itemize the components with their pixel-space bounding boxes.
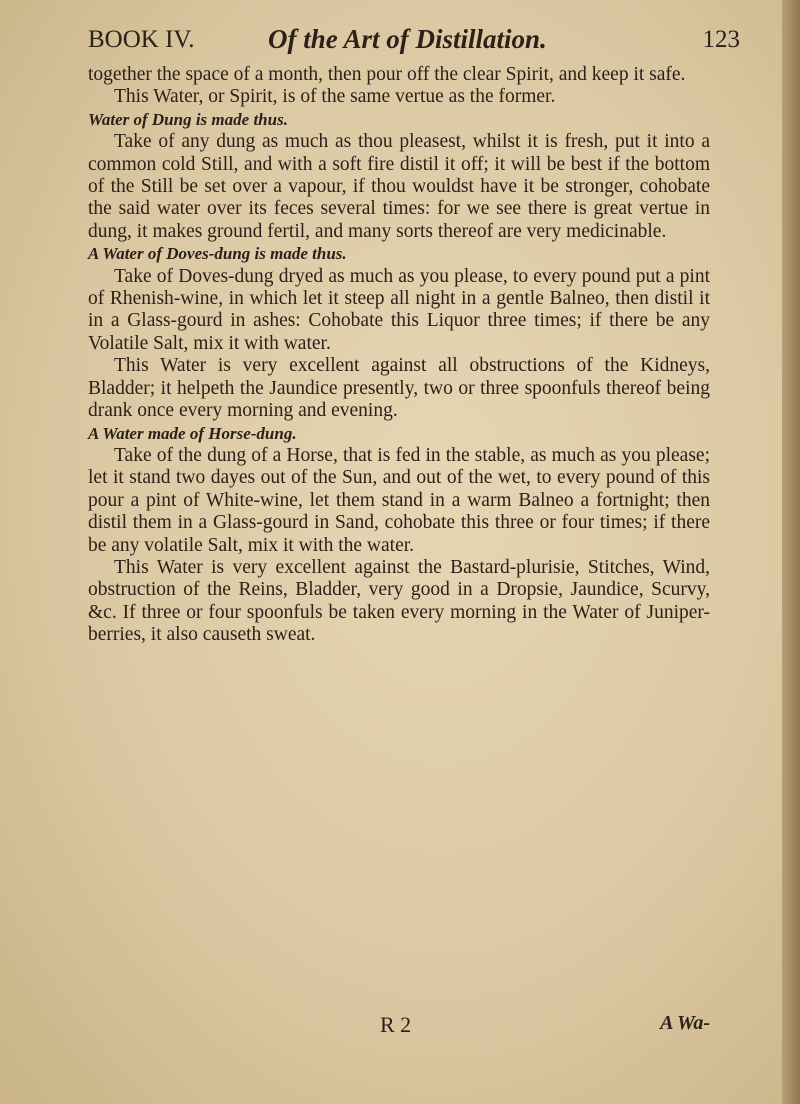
page-number: 123: [702, 26, 740, 53]
signature-mark: R 2: [380, 1012, 412, 1037]
page-body: [88, 64, 710, 647]
heading-water-of-dung: Water of Dung is made thus.: [88, 109, 288, 129]
paragraph-doves-recipe: Take of Doves-dung dryed as much as you please, to every pound put a pint of Rhenish-wine, in which let it steep all night in a gentle Balneo, then distil it in a Glass-gourd in ashes: Cohobate this Liquor three times; if there be any Volatile Salt, mix it with water.: [88, 265, 710, 354]
heading-doves-dung: A Water of Doves-dung is made thus.: [88, 244, 347, 264]
page-footer: [88, 1012, 710, 1042]
paragraph-horse-recipe: Take of the dung of a Horse, that is fed in the stable, as much as you please; let it stand two dayes out of the Sun, and out of the wet, to every pound of this pour a pint of White-wine, let them stand in a warm Balneo a fortnight; then distil them in a Glass-gourd in Sand, cohobate this three or four times; if there be any volatile Salt, mix it with the water.: [88, 444, 710, 556]
page-edge-shadow: [782, 0, 800, 1104]
paragraph-vertue: This Water, or Spirit, is of the same vertue as the former.: [114, 86, 556, 108]
paragraph-continuation: together the space of a month, then pour off the clear Spirit, and keep it safe.: [88, 64, 686, 85]
paragraph-dung-recipe: Take of any dung as much as thou pleasest, whilst it is fresh, put it into a common cold Still, and with a soft fire distil it off; it will be best if the bottom of the Still be set over a vapour, if thou wouldst have it be stronger, cohobate the said water over its feces several times: for we see there is great vertue in dung, it makes ground fertil, and many sorts thereof are very medicinable.: [88, 131, 710, 242]
running-header: [88, 20, 740, 60]
book-label: BOOK IV.: [88, 26, 195, 53]
paragraph-horse-uses: This Water is very excellent against the Bastard-plurisie, Stitches, Wind, obstruction of the Reins, Bladder, very good in a Dropsie, Jaundice, Scurvy, &c. If three or four spoonfuls be taken every morning in the Water of Juniper-berries, it also causeth sweat.: [88, 556, 710, 646]
paragraph-doves-uses: This Water is very excellent against all obstructions of the Kidneys, Bladder; it helpeth the Jaundice presently, two or three spoonfuls thereof being drank once every morning and evening.: [88, 355, 710, 422]
catchword: A Wa-: [660, 1012, 710, 1034]
heading-horse-dung: A Water made of Horse-dung.: [88, 423, 297, 443]
running-title: Of the Art of Distillation.: [268, 24, 547, 54]
